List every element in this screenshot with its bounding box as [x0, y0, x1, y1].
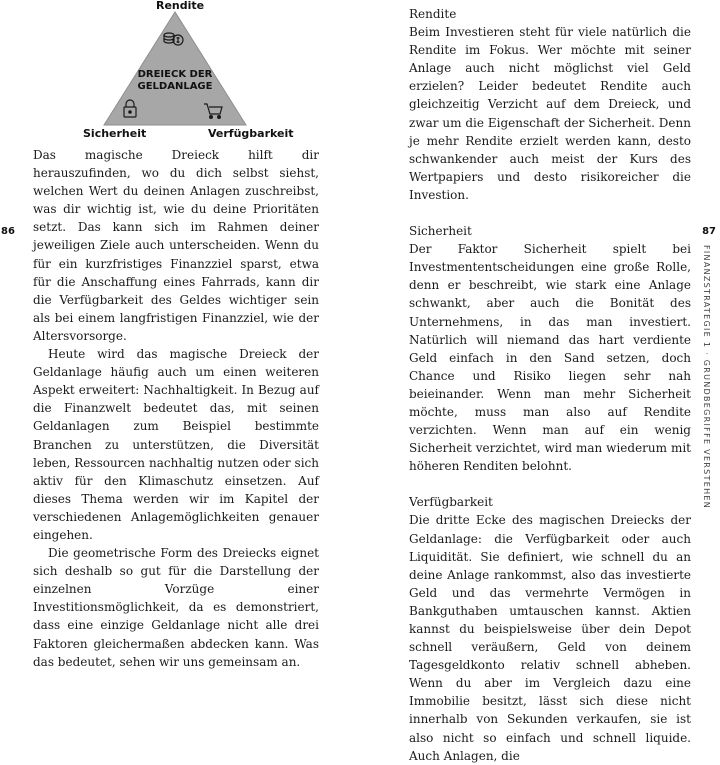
right-body-text: [409, 5, 691, 765]
section-heading-rendite: Rendite: [409, 7, 457, 21]
triangle-title: [134, 69, 216, 93]
corner-label-verfuegbarkeit: Verfügbarkeit: [208, 127, 294, 140]
paragraph: Heute wird das magische Dreieck der Geldanlage häufig auch um einen weiteren Aspekt erweitert: Nachhaltigkeit. In Bezug auf die Finanzwelt bedeutet das, mit seinen Geldanlagen zum Beispiel bestimmte Branchen zu unterstützen, die Diversität leben, Ressourcen nachhaltig nutzen oder sich aktiv für den Klimaschutz einsetzen. Auf dieses Thema werden wir im Kapitel der verschiedenen Anlagemöglichkeiten genauer eingehen.: [33, 347, 319, 542]
left-page: [0, 0, 360, 669]
section-body-verfuegbarkeit: Die dritte Ecke des magischen Dreiecks der Geldanlage: die Verfügbarkeit oder auch Liquidität. Sie definiert, wie schnell du an deine Anlage rankommst, also das investierte Geld und das vermehrte Vermögen in Bankguthaben umtauschen kannst. Aktien kannst du beispielsweise über dein Depot schnell veräußern, Geld von deinem Tagesgeldkonto relativ schnell abheben. Wenn du aber im Vergleich dazu eine Immobilie besitzt, lässt sich diese nicht innerhalb von Sekunden verkaufen, sie ist also nicht so einfach und schnell liquide. Auch Anlagen, die: [409, 513, 691, 763]
triangle-title-line2: GELDANLAGE: [137, 81, 213, 92]
right-page: [360, 0, 720, 763]
corner-label-rendite: Rendite: [156, 0, 205, 12]
section-body-rendite: Beim Investieren steht für viele natürlich die Rendite im Fokus. Wer möchte mit seiner Anlage auch nicht möglichst viel Geld erzielen? Leider bedeutet Rendite auch gleichzeitig Verzicht auf dem Dreieck, und zwar um die Eigenschaft der Sicherheit. Denn je mehr Rendite erzielt werden kann, desto schwankender auch meist der Kurs des Wertpapiers und desto risikoreicher die Investion.: [409, 25, 691, 202]
paragraph: Die geometrische Form des Dreiecks eignet sich deshalb so gut für die Darstellung der einzelnen Vorzüge einer Investitionsmöglichkeit, da es demonstriert, dass eine einzige Geldanlage nicht alle drei Faktoren gleichermaßen abdecken kann. Was das bedeutet, sehen wir uns gemeinsam an.: [33, 546, 319, 669]
section-heading-verfuegbarkeit: Verfügbarkeit: [409, 495, 493, 510]
page-number-left: 86: [1, 226, 15, 237]
paragraph: Das magische Dreieck hilft dir herauszufinden, wo du dich selbst siehst, welchen Wert du deinen Anlagen zuschreibst, was dir wichtig ist, wie du deine Prioritäten setzt. Das kann sich im Rahmen deiner jeweiligen Ziele auch unterscheiden. Wenn du für ein kurzfristiges Finanzziel sparst, etwa für die Anschaffung eines Fahrrads, kann dir die Verfügbarkeit des Geldes wichtiger sein als bei einem langfristigen Finanzziel, wie der Altersvorsorge.: [33, 148, 319, 343]
triangle-title-line1: DREIECK DER: [137, 69, 213, 80]
page-number-right: 87: [702, 226, 716, 237]
section-body-sicherheit: Der Faktor Sicherheit spielt bei Investmententscheidungen eine große Rolle, denn er beschreibt, wie stark eine Anlage schwankt, aber auch die Bonität des Unternehmens, in das man investiert. Natürlich will niemand das hart verdiente Geld einfach in den Sand setzen, doch Chance und Risiko liegen sehr nah beieinander. Wenn man mehr Sicherheit möchte, muss man also auf Rendite verzichten. Wenn man auf ein wenig Sicherheit verzichtet, wird man wiederum mit höheren Renditen belohnt.: [409, 242, 691, 474]
left-body-text: [33, 146, 319, 671]
running-head: FINANZSTRATEGIE 1 · GRUNDBEGRIFFE VERSTEHEN: [702, 245, 711, 510]
magic-triangle-diagram: [0, 0, 360, 142]
corner-label-sicherheit: Sicherheit: [83, 127, 147, 140]
section-heading-sicherheit: Sicherheit: [409, 224, 472, 239]
